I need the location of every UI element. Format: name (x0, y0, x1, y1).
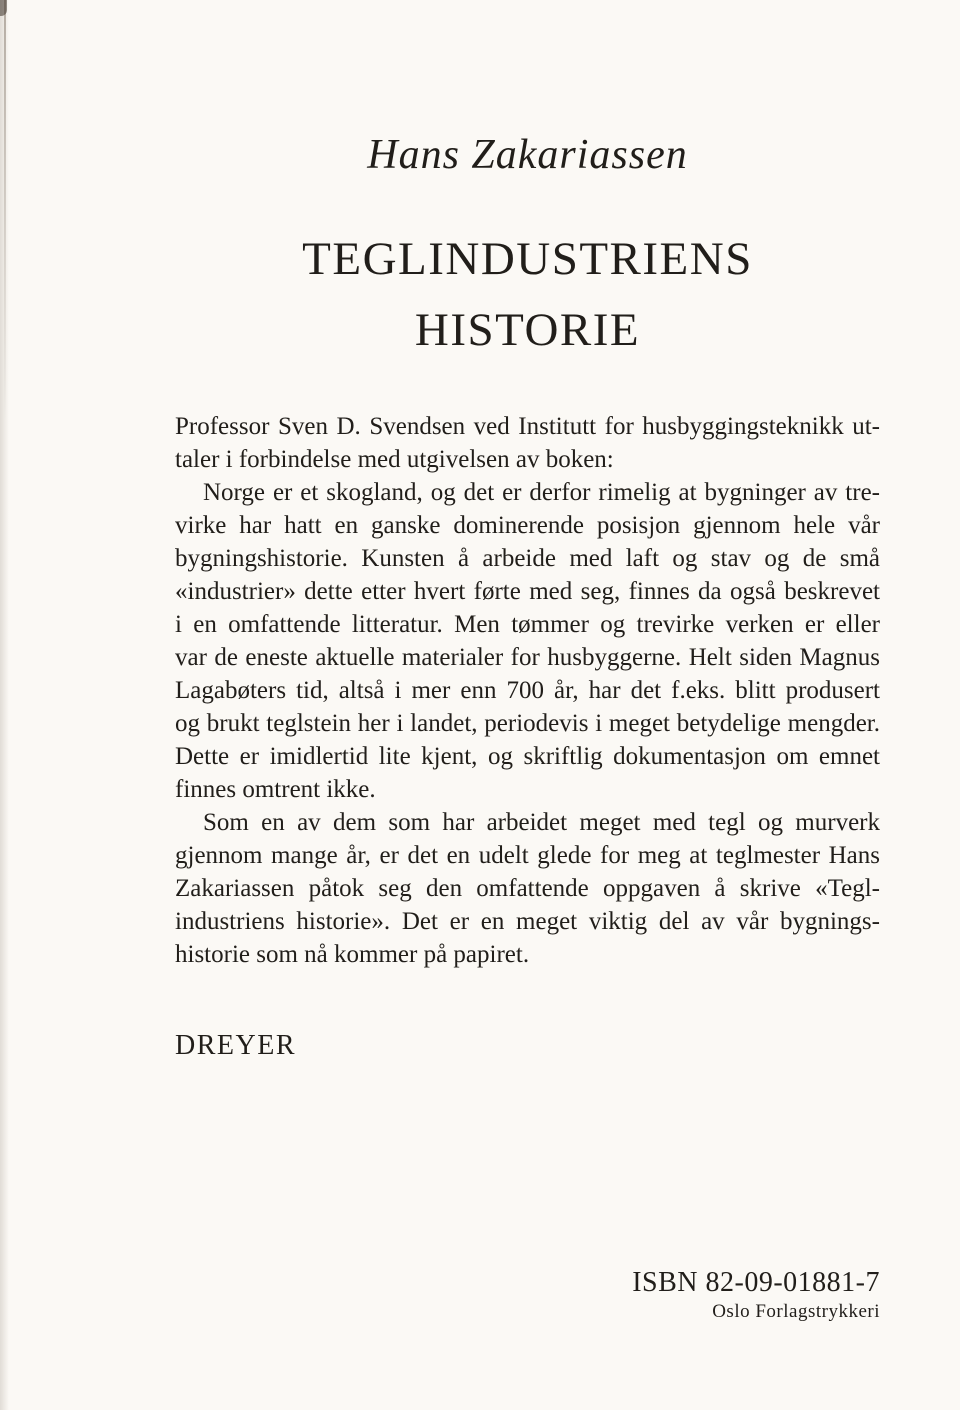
body-line: Zakariassen påtok seg den omfattende oppgaven å skrive «Tegl- (175, 875, 880, 902)
book-title (175, 224, 880, 366)
body-line: industriens historie». Det er en meget viktig del av vår bygnings- (175, 908, 880, 935)
author-name: Hans Zakariassen (367, 132, 688, 178)
book-title-line-1: TEGLINDUSTRIENS (302, 233, 753, 285)
book-title-line-2: HISTORIE (414, 304, 641, 356)
body-line: historie som nå kommer på papiret. (175, 941, 530, 968)
body-line: gjennom mange år, er det en udelt glede for meg at teglmester Hans (175, 842, 880, 869)
isbn-number: ISBN 82-09-01881-7 (632, 1267, 880, 1298)
body-line: virke har hatt en ganske dominerende posisjon gjennom hele vår (175, 512, 880, 539)
colophon (632, 1266, 880, 1323)
body-line: bygningshistorie. Kunsten å arbeide med laft og stav og de små (175, 545, 880, 572)
body-line: Dette er imidlertid lite kjent, og skriftlig dokumentasjon om emnet (175, 743, 880, 770)
body-line: Norge er et skogland, og det er derfor rimelig at bygninger av tre- (203, 479, 880, 506)
body-line: og brukt teglstein her i landet, periodevis i meget betydelige mengder. (175, 710, 880, 737)
body-line: Lagabøters tid, altså i mer enn 700 år, har det f.eks. blitt produsert (175, 677, 880, 704)
body-line: var de eneste aktuelle materialer for husbyggerne. Helt siden Magnus (175, 644, 880, 671)
publisher-name: DREYER (175, 1030, 296, 1061)
scan-edge-line (4, 0, 6, 420)
body-line: Som en av dem som har arbeidet meget med tegl og murverk (203, 809, 880, 836)
body-line: finnes omtrent ikke. (175, 776, 376, 803)
body-text (175, 410, 880, 971)
body-line: Professor Sven D. Svendsen ved Institutt for husbyggingsteknikk ut- (175, 413, 880, 440)
body-line: «industrier» dette etter hvert førte med seg, finnes da også beskrevet (175, 578, 880, 605)
body-line: taler i forbindelse med utgivelsen av boken: (175, 446, 614, 473)
printer-name: Oslo Forlagstrykkeri (712, 1301, 880, 1322)
body-line: i en omfattende litteratur. Men tømmer og trevirke verken er eller (175, 611, 880, 638)
